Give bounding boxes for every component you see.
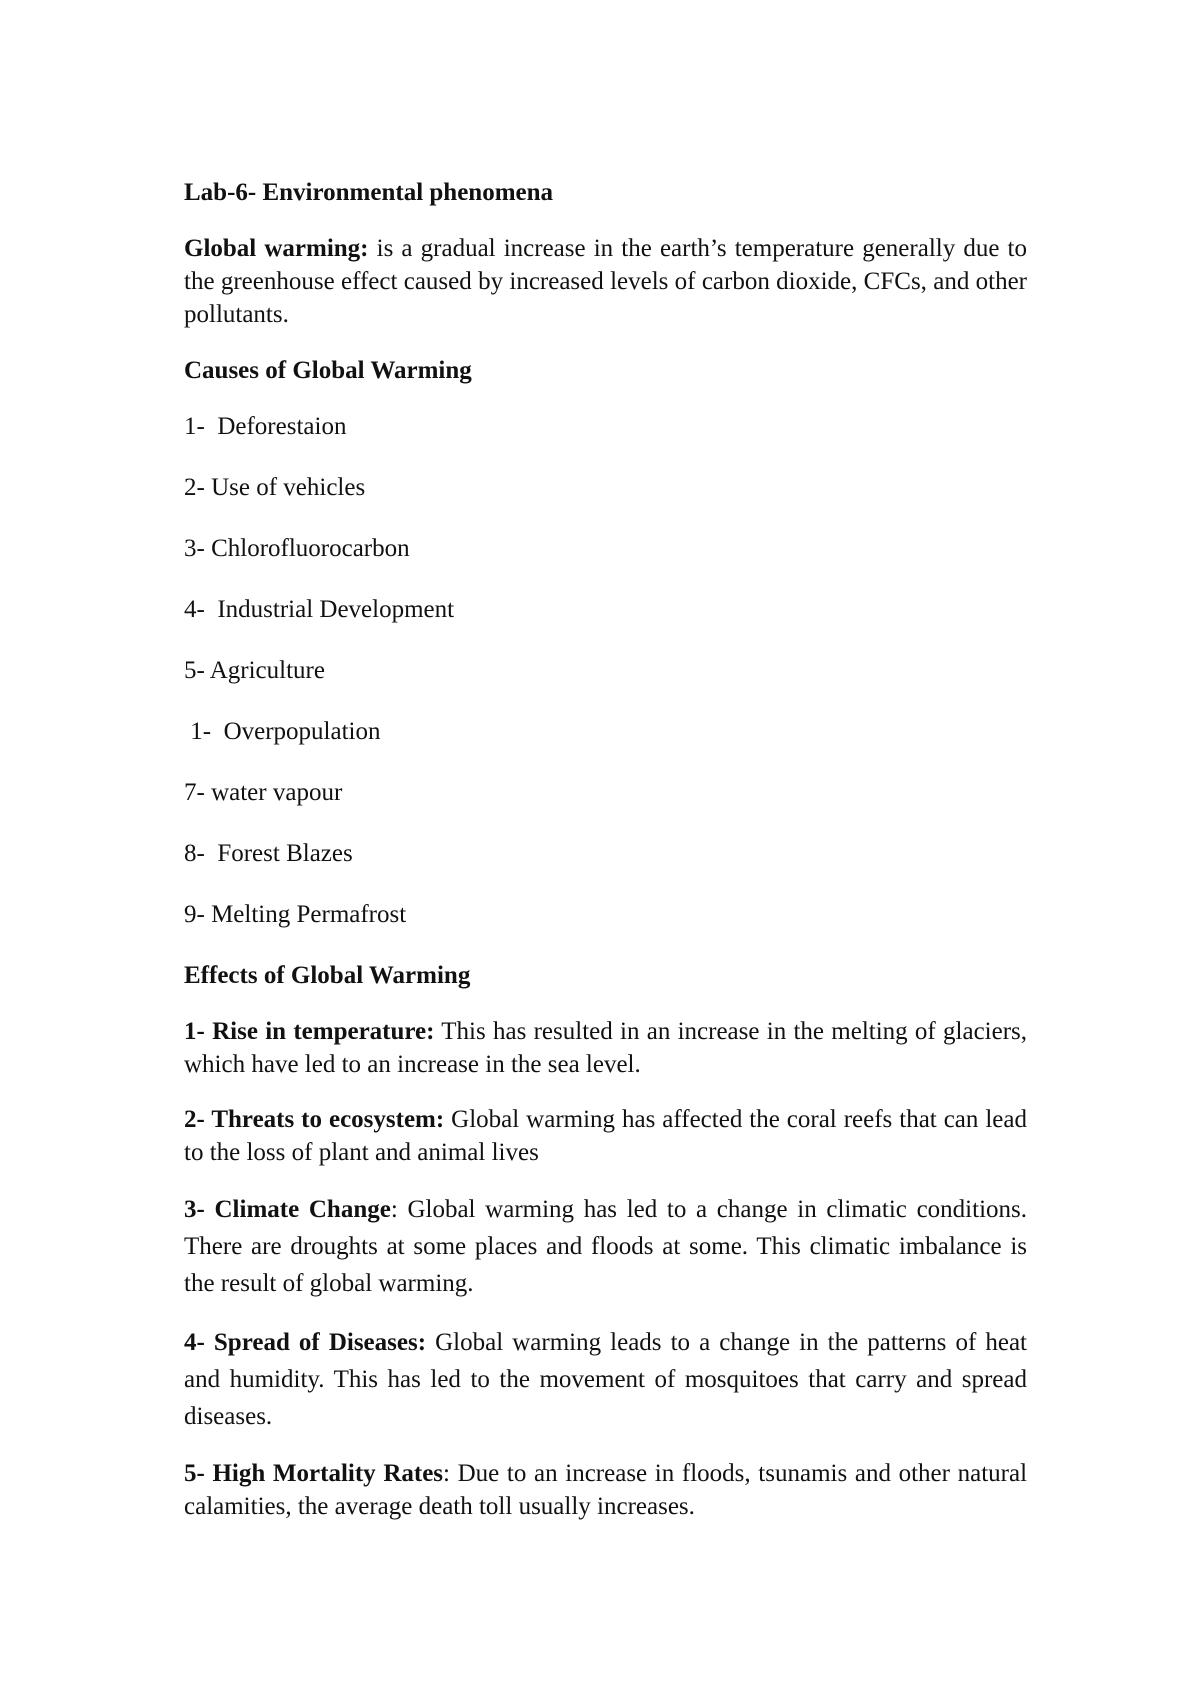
effect-item <box>184 1324 1027 1435</box>
effect-text: This has resulted in an increase in the melting of glaciers, which have led to an increase in the sea level. <box>184 1018 1028 1078</box>
effect-item <box>184 1015 1027 1081</box>
cause-item: 7- water vapour <box>184 779 343 806</box>
effect-text: Global warming has affected the coral reefs that can lead to the loss of plant and animal lives <box>184 1106 1028 1166</box>
document-title: Lab-6- Environmental phenomena <box>184 179 554 206</box>
effect-text: : Global warming has led to a change in climatic conditions. There are droughts at some places and floods at some. This climatic imbalance is the result of global warming. <box>184 1196 1027 1297</box>
cause-item: 2- Use of vehicles <box>184 474 366 501</box>
effect-item <box>184 1103 1027 1169</box>
cause-item: 9- Melting Permafrost <box>184 901 407 928</box>
definition-paragraph <box>184 232 1027 331</box>
cause-item: 3- Chlorofluorocarbon <box>184 535 410 562</box>
cause-item: 1- Deforestaion <box>184 413 347 440</box>
cause-item: 8- Forest Blazes <box>184 840 353 867</box>
effect-number: 4- <box>184 1329 214 1356</box>
definition-text: is a gradual increase in the earth’s temperature generally due to the greenhouse effect caused by increased levels of carbon dioxide, CFCs, and other pollutants. <box>184 235 1027 328</box>
effect-number: 1- <box>184 1018 213 1045</box>
effect-term: Climate Change <box>214 1196 391 1223</box>
effect-number: 3- <box>184 1196 215 1223</box>
causes-heading: Causes of Global Warming <box>184 357 472 384</box>
effect-term: Rise in temperature: <box>212 1018 435 1045</box>
cause-item: 4- Industrial Development <box>184 596 455 623</box>
cause-item: 1- Overpopulation <box>184 718 381 745</box>
causes-list <box>184 410 1027 931</box>
effects-heading: Effects of Global Warming <box>184 962 471 989</box>
cause-item: 5- Agriculture <box>184 657 325 684</box>
effect-number: 2- <box>184 1106 212 1133</box>
effect-item <box>184 1457 1027 1523</box>
document-page <box>184 176 1027 1545</box>
effects-list <box>184 1015 1027 1523</box>
effect-item <box>184 1191 1027 1302</box>
definition-term: Global warming: <box>184 235 369 262</box>
effect-text: Global warming leads to a change in the patterns of heat and humidity. This has led to the movement of mosquitoes that carry and spread diseases. <box>184 1329 1028 1430</box>
effect-term: Spread of Diseases: <box>213 1329 427 1356</box>
effect-number: 5- <box>184 1460 213 1487</box>
effect-term: High Mortality Rates <box>212 1460 444 1487</box>
effect-term: Threats to ecosystem: <box>211 1106 445 1133</box>
effect-text: : Due to an increase in floods, tsunamis and other natural calamities, the average death toll usually increases. <box>184 1460 1028 1520</box>
